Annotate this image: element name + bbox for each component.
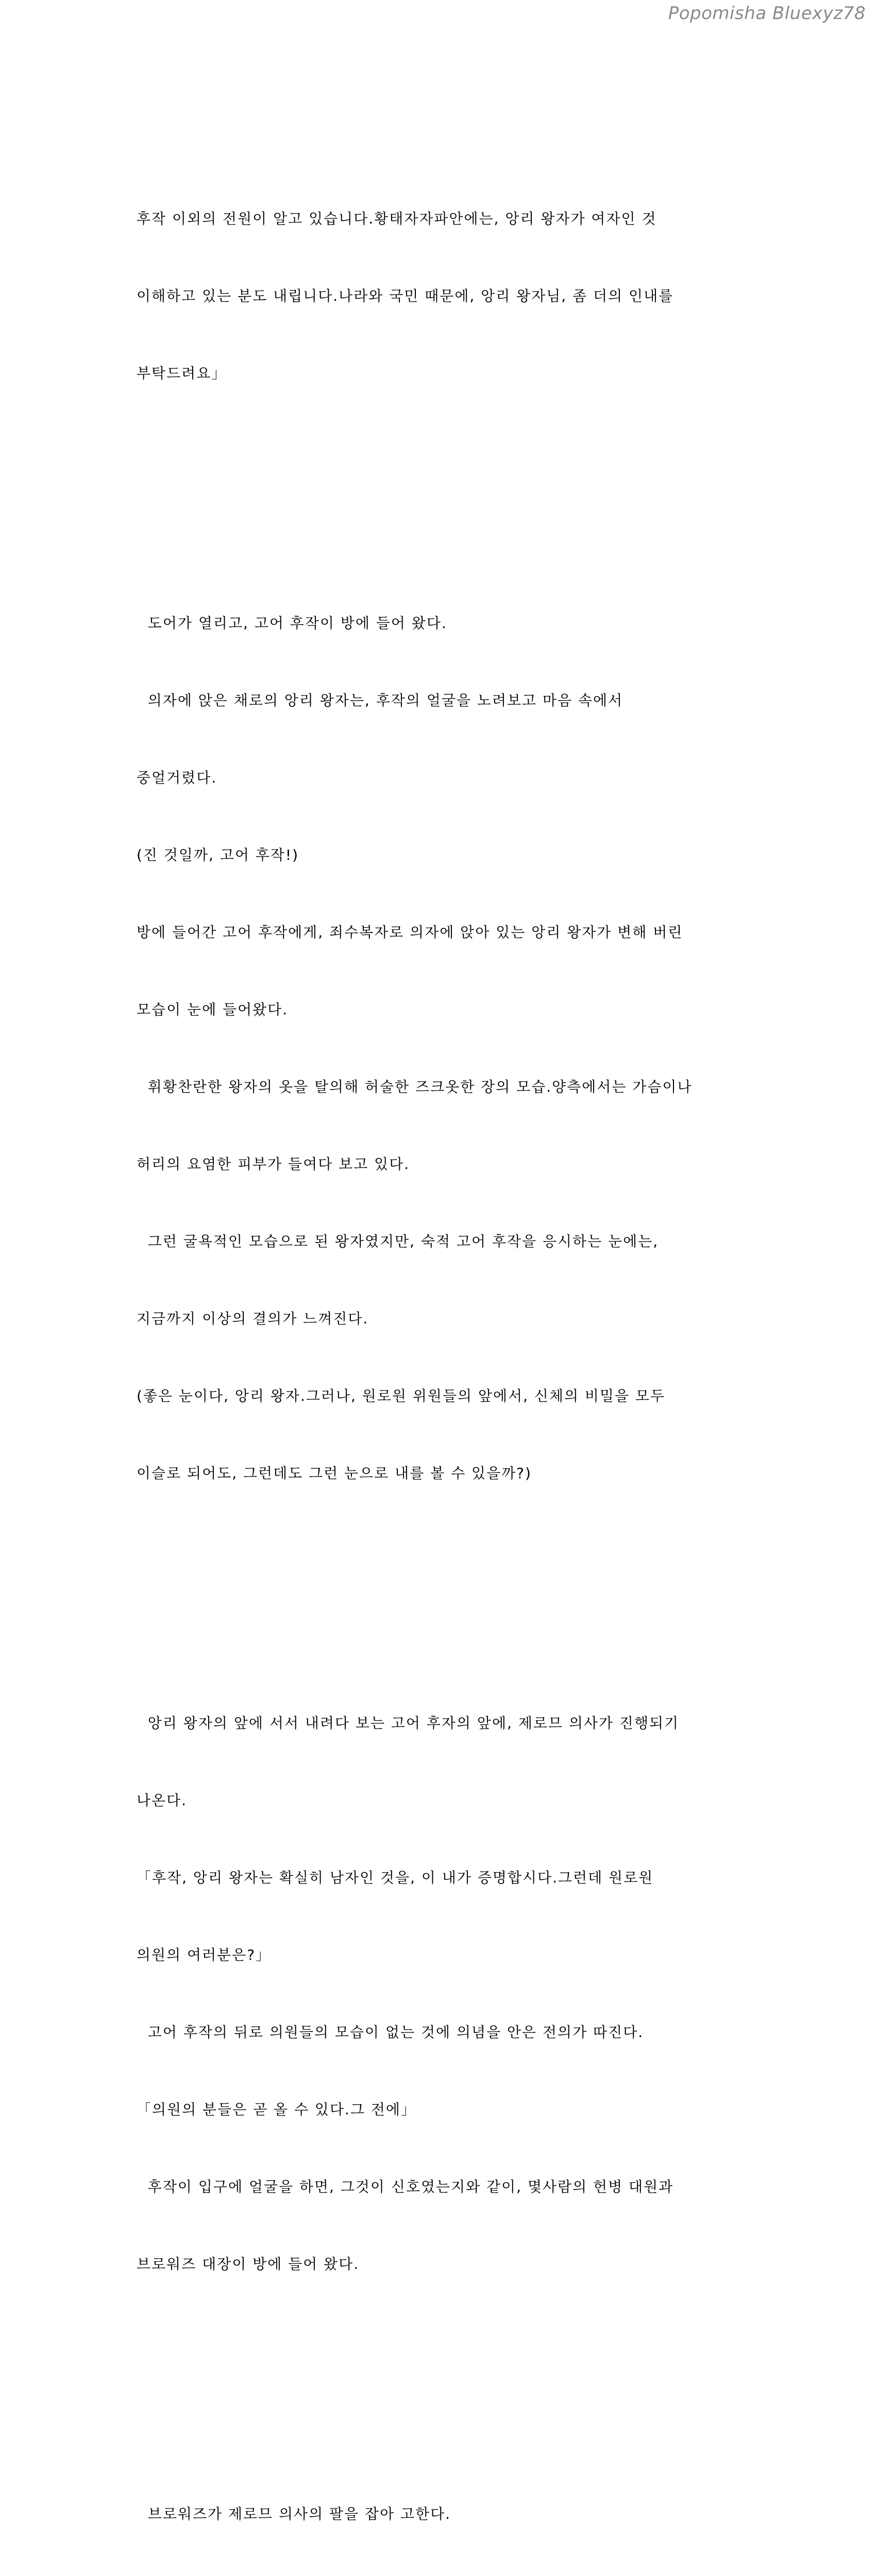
text-line: 후작 이외의 전원이 알고 있습니다.황태자자파안에는, 앙리 왕자가 여자인 것 — [137, 210, 657, 227]
text-line: 이슬로 되어도, 그런데도 그런 눈으로 내를 볼 수 있을까?) — [137, 1465, 532, 1482]
text-line: 의자에 앉은 채로의 앙리 왕자는, 후작의 얼굴을 노려보고 마음 속에서 — [137, 692, 624, 709]
paragraph-block — [137, 559, 745, 1538]
paragraph-gap — [137, 2380, 745, 2398]
document-body — [137, 103, 745, 2576]
text-line: 모습이 눈에 들어왔다. — [137, 1001, 289, 1018]
text-line: 「후작, 앙리 왕자는 확실히 남자인 것을, 이 내가 증명합시다.그런데 원로원 — [137, 1869, 654, 1886]
paragraph-block — [137, 2450, 745, 2576]
text-line: 부탁드려요」 — [137, 365, 227, 382]
paragraph-block — [137, 155, 745, 438]
text-line: 「의원의 분들은 곧 올 수 있다.그 전에」 — [137, 2101, 416, 2118]
text-line: 도어가 열리고, 고어 후작이 방에 들어 왔다. — [137, 615, 447, 632]
text-line: 의원의 여러분은?」 — [137, 1946, 272, 1963]
text-line: 앙리 왕자의 앞에 서서 내려다 보는 고어 후자의 앞에, 제로므 의사가 진행되기 — [137, 1715, 680, 1732]
paragraph-block — [137, 1659, 745, 2329]
text-line: 방에 들어간 고어 후작에게, 죄수복자로 의자에 앉아 있는 앙리 왕자가 변해 버린 — [137, 924, 683, 941]
paragraph-gap — [137, 1589, 745, 1607]
text-line: 지금까지 이상의 결의가 느껴진다. — [137, 1310, 369, 1327]
text-line: 나온다. — [137, 1792, 188, 1809]
text-line: 그런 굴욕적인 모습으로 된 왕자였지만, 숙적 고어 후작을 응시하는 눈에는, — [137, 1233, 659, 1250]
text-line: 후작이 입구에 얼굴을 하면, 그것이 신호였는지와 같이, 몇사람의 헌병 대원과 — [137, 2178, 674, 2195]
text-line: 이해하고 있는 분도 내립니다.나라와 국민 때문에, 앙리 왕자님, 좀 더의 인내를 — [137, 287, 674, 304]
text-line: (진 것일까, 고어 후작!) — [137, 846, 299, 863]
text-line: 허리의 요염한 피부가 들여다 보고 있다. — [137, 1156, 410, 1173]
text-line: 브로워즈 대장이 방에 들어 왔다. — [137, 2256, 360, 2273]
text-line: 브로워즈가 제로므 의사의 팔을 잡아 고한다. — [137, 2505, 451, 2522]
text-line: 휘황찬란한 왕자의 옷을 탈의해 허술한 즈크옷한 장의 모습.양측에서는 가슴이나 — [137, 1078, 693, 1095]
text-line: 고어 후작의 뒤로 의원들의 모습이 없는 것에 의념을 안은 전의가 따진다. — [137, 2024, 644, 2041]
paragraph-gap — [137, 489, 745, 507]
text-line: (좋은 눈이다, 앙리 왕자.그러나, 원로원 위원들의 앞에서, 신체의 비밀을 모두 — [137, 1387, 666, 1404]
text-line: 중얼거렸다. — [137, 769, 217, 786]
watermark-text: Popomisha Bluexyz78 — [668, 3, 866, 24]
